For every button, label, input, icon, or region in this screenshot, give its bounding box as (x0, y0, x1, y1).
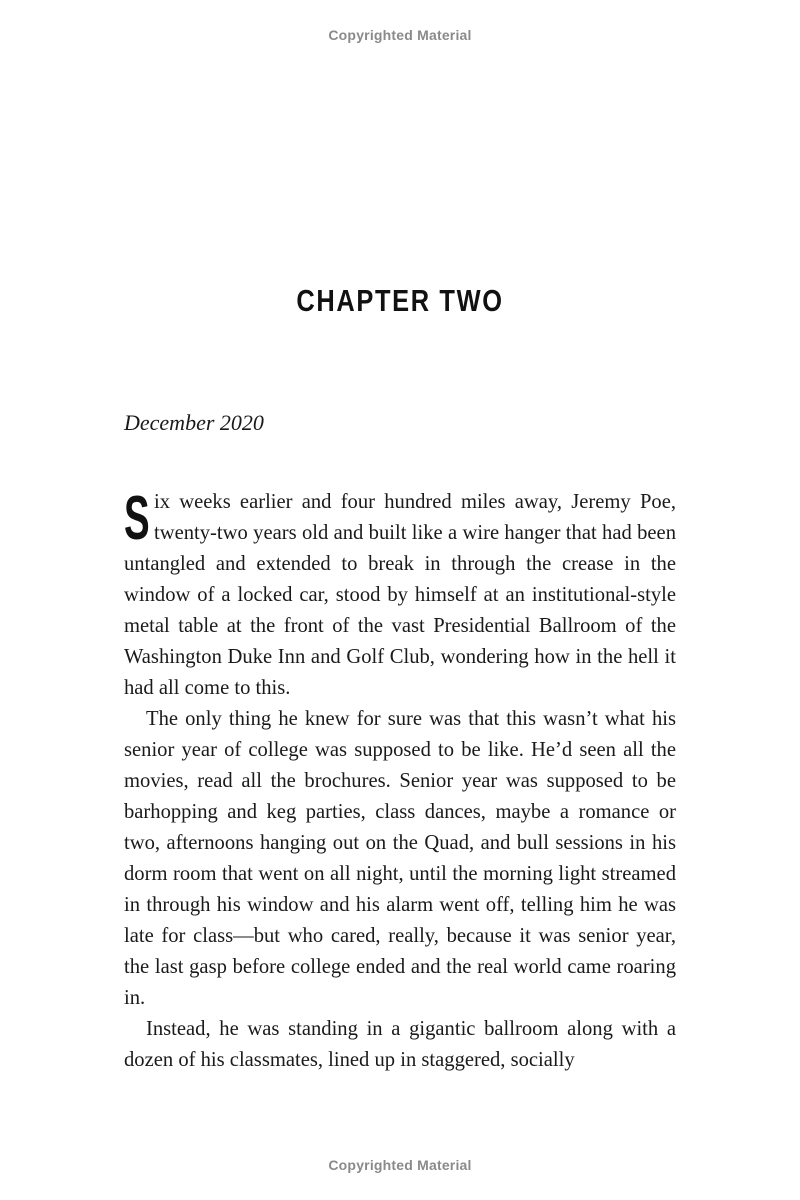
copyright-watermark-top: Copyrighted Material (328, 27, 472, 43)
paragraph-1-text: ix weeks earlier and four hundred miles away, Jeremy Poe, twenty-two years old and built like a wire hanger that had been untangled and extended to break in through the crease in the window of a locked car, stood by himself at an institutional-style metal table at the front of the vast Presidential Ballroom of the Washington Duke Inn and Golf Club, wondering how in the hell it had all come to this. (124, 491, 676, 699)
paragraph-2: The only thing he knew for sure was that this wasn’t what his senior year of college was supposed to be like. He’d seen all the movies, read all the brochures. Senior year was supposed to be barhopping and keg parties, class dances, maybe a romance or two, afternoons hanging out on the Quad, and bull sessions in his dorm room that went on all night, until the morning light streamed in through his window and his alarm went off, telling him he was late for class—but who cared, really, because it was senior year, the last gasp before college ended and the real world came roaring in. (124, 708, 676, 1009)
dateline: December 2020 (124, 410, 264, 435)
body-text (124, 484, 676, 1076)
paragraph-1 (124, 484, 676, 704)
paragraph-3: Instead, he was standing in a gigantic ballroom along with a dozen of his classmates, lined up in staggered, socially (124, 1018, 676, 1071)
chapter-title: CHAPTER TWO (296, 283, 504, 318)
drop-cap: S (124, 484, 150, 553)
copyright-watermark-bottom: Copyrighted Material (328, 1157, 472, 1173)
